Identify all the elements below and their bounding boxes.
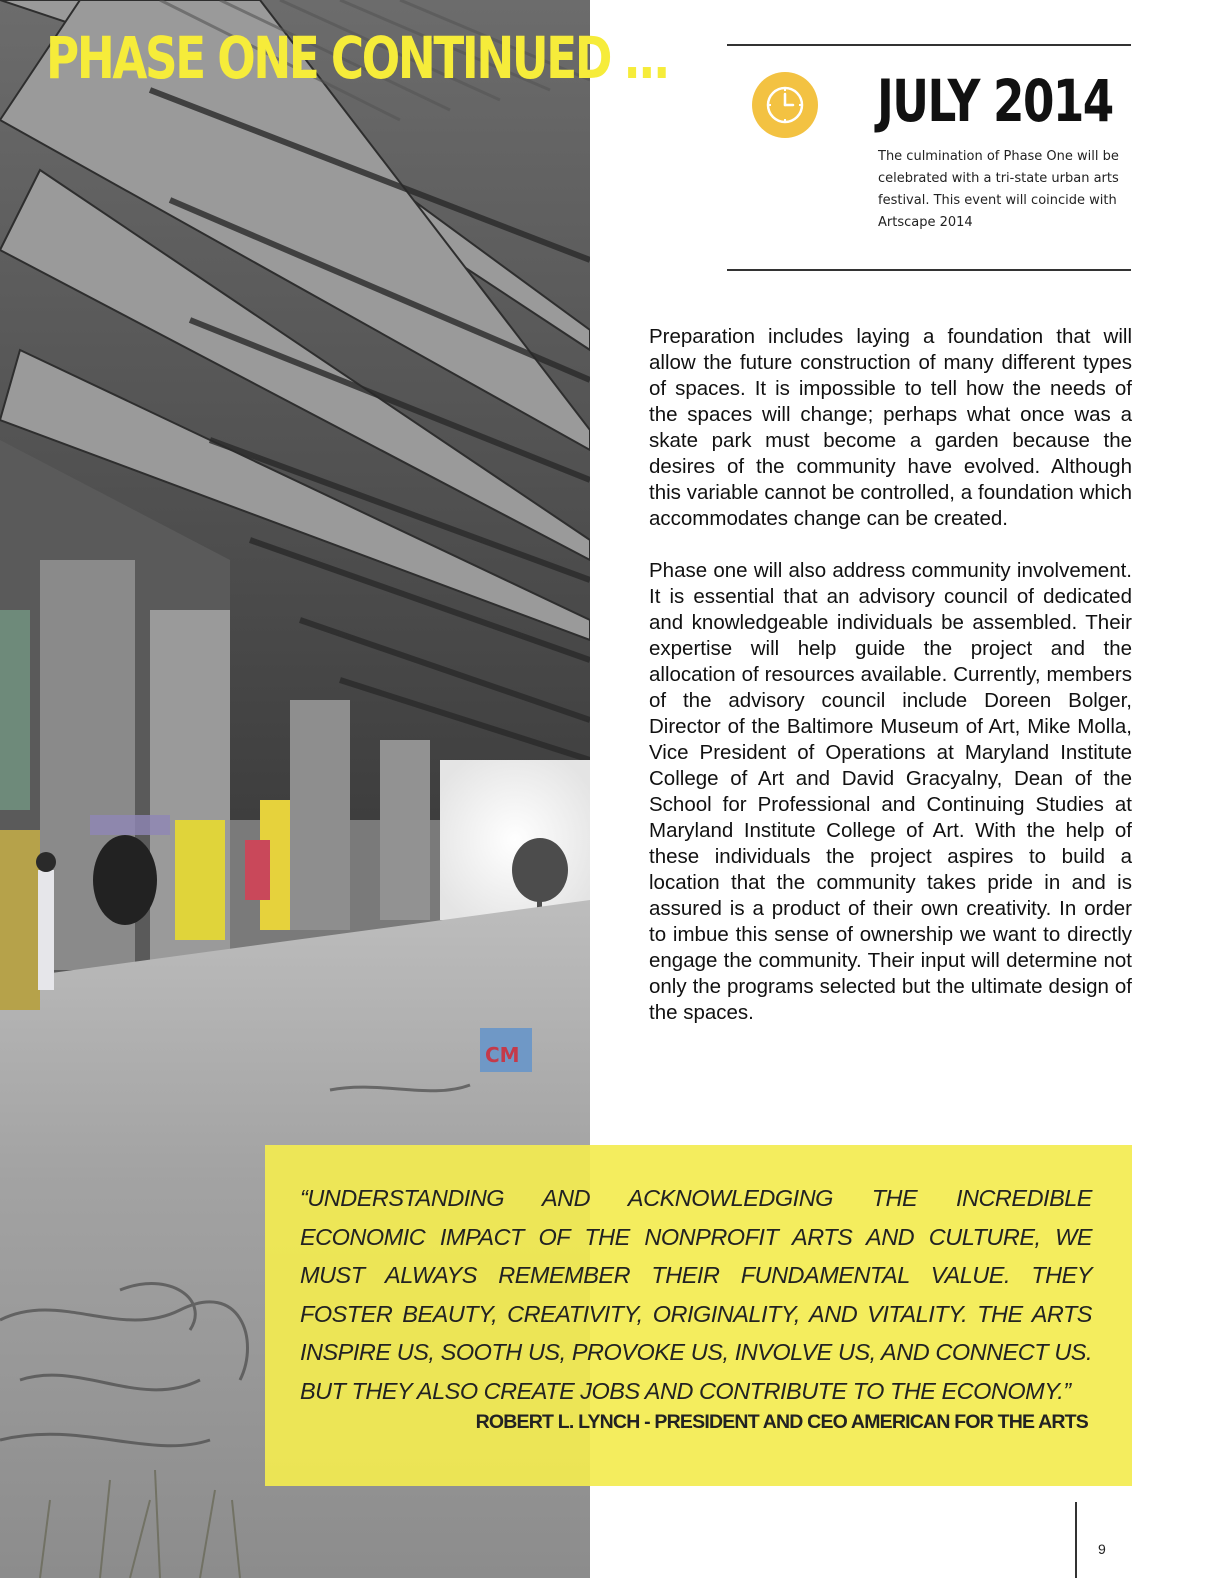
body-paragraph: Preparation includes laying a foundation that will allow the future construction of many different types of spaces. It is impossible to tell how the needs of the spaces will change; perhaps what once was a skate park must become a garden because the desires of the community have evolved. Although this variable cannot be controlled, a foundation which accommodates change can be created. xyxy=(649,325,1132,530)
callout-title: JULY 2014 xyxy=(877,67,1113,135)
clock-icon xyxy=(752,72,818,138)
page-number: 9 xyxy=(1098,1541,1106,1557)
quote-text: “UNDERSTANDING AND ACKNOWLEDGING THE INCREDIBLE ECONOMIC IMPACT OF THE NONPROFIT ARTS AND CULTURE, WE MUST ALWAYS REMEMBER THEIR FUNDAMENTAL VALUE. THEY FOSTER BEAUTY, CREATIVITY, ORIGINALITY, AND VITALITY. THE ARTS INSPIRE US, SOOTH US, PROVOKE US, INVOLVE US, AND CONNECT US. BUT THEY ALSO CREATE JOBS AND CONTRIBUTE TO THE ECONOMY.” xyxy=(300,1185,1092,1404)
quote-attribution: ROBERT L. LYNCH - PRESIDENT AND CEO AMERICAN FOR THE ARTS xyxy=(475,1411,1088,1433)
page-number-rule xyxy=(1075,1502,1077,1578)
date-callout xyxy=(727,44,1131,271)
page-heading: PHASE ONE CONTINUED ... xyxy=(46,24,669,92)
body-text xyxy=(649,324,1132,1052)
body-paragraph: Phase one will also address community involvement. It is essential that an advisory council of dedicated and knowledgeable individuals be assembled. Their expertise will help guide the project and the allocation of resources available. Currently, members of the advisory council include Doreen Bolger, Director of the Baltimore Museum of Art, Mike Molla, Vice President of Operations at Maryland Institute College of Art and David Gracyalny, Dean of the School for Professional and Continuing Studies at Maryland Institute College of Art. With the help of these individuals the project aspires to build a location that the community takes pride in and is assured is a product of their own creativity. In order to imbue this sense of ownership we want to directly engage the community. Their input will determine not only the programs selected but the ultimate design of the spaces. xyxy=(649,559,1132,1024)
svg-text:CM: CM xyxy=(485,1043,520,1067)
quote-box xyxy=(265,1145,1132,1486)
callout-body: The culmination of Phase One will be celebrated with a tri-state urban arts festival. This event will coincide with Artscape 2014 xyxy=(878,149,1119,230)
